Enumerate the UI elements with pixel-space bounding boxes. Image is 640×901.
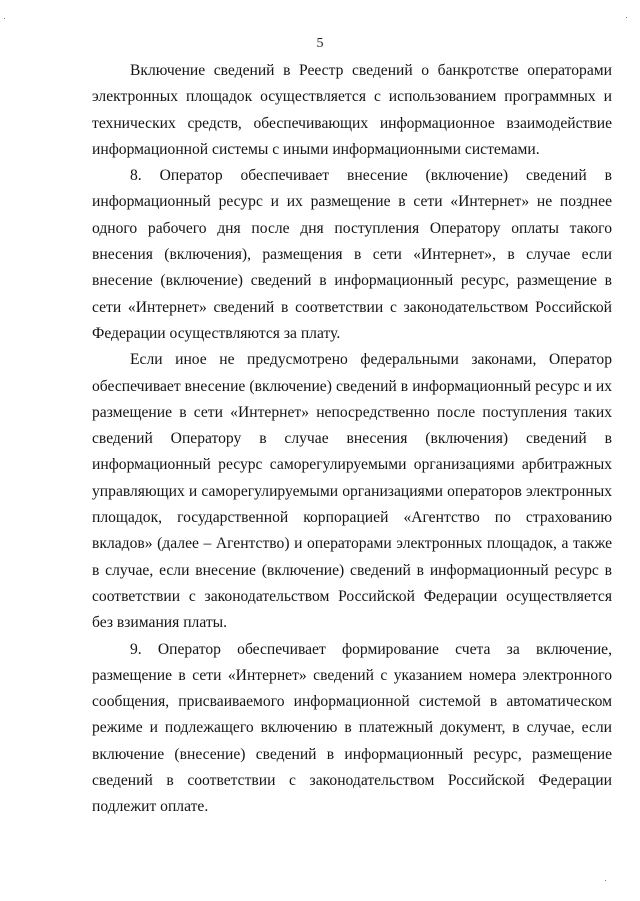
page-number: 5 <box>316 36 324 51</box>
paragraph-free-inclusion: Если иное не предусмотрено федеральными законами, Оператор обеспечивает внесение (включение) сведений в информационный ресурс и их размещение в сети «Интернет» непосредственно после поступления таких сведений Оператору в случае внесения (включения) сведений в информационный ресурс саморегулируемыми организациями арбитражных управляющих и саморегулируемыми организациями операторов электронных площадок, государственной корпорацией «Агентство по страхованию вкладов» (далее – Агентство) и операторами электронных площадок, а также в случае, если внесение (включение) сведений в информационный ресурс в соответствии с законодательством Российской Федерации осуществляется без взимания платы. <box>92 351 612 632</box>
paragraph-register-inclusion: Включение сведений в Реестр сведений о банкротстве операторами электронных площадок осуществляется с использованием программных и технических средств, обеспечивающих информационное взаимодействие информационной системы с иными информационными системами. <box>92 62 612 158</box>
paragraph-item-9: 9. Оператор обеспечивает формирование счета за включение, размещение в сети «Интернет» сведений с указанием номера электронного сообщения, присваиваемого информационной системой в автоматическом режиме и подлежащего включению в платежный документ, в случае, если включение (внесение) сведений в информационный ресурс, размещение сведений в соответствии с законодательством Российской Федерации подлежит оплате. <box>92 640 612 816</box>
scan-mark <box>4 18 5 19</box>
scan-mark <box>626 17 627 18</box>
scan-mark <box>605 880 606 881</box>
paragraph-item-8: 8. Оператор обеспечивает внесение (включение) сведений в информационный ресурс и их размещение в сети «Интернет» не позднее одного рабочего дня после дня поступления Оператору оплаты такого внесения (включения), размещения в сети «Интернет», в случае если внесение (включение) сведений в информационный ресурс, размещение в сети «Интернет» сведений в соответствии с законодательством Российской Федерации осуществляются за плату. <box>92 167 612 342</box>
document-body <box>92 58 612 821</box>
